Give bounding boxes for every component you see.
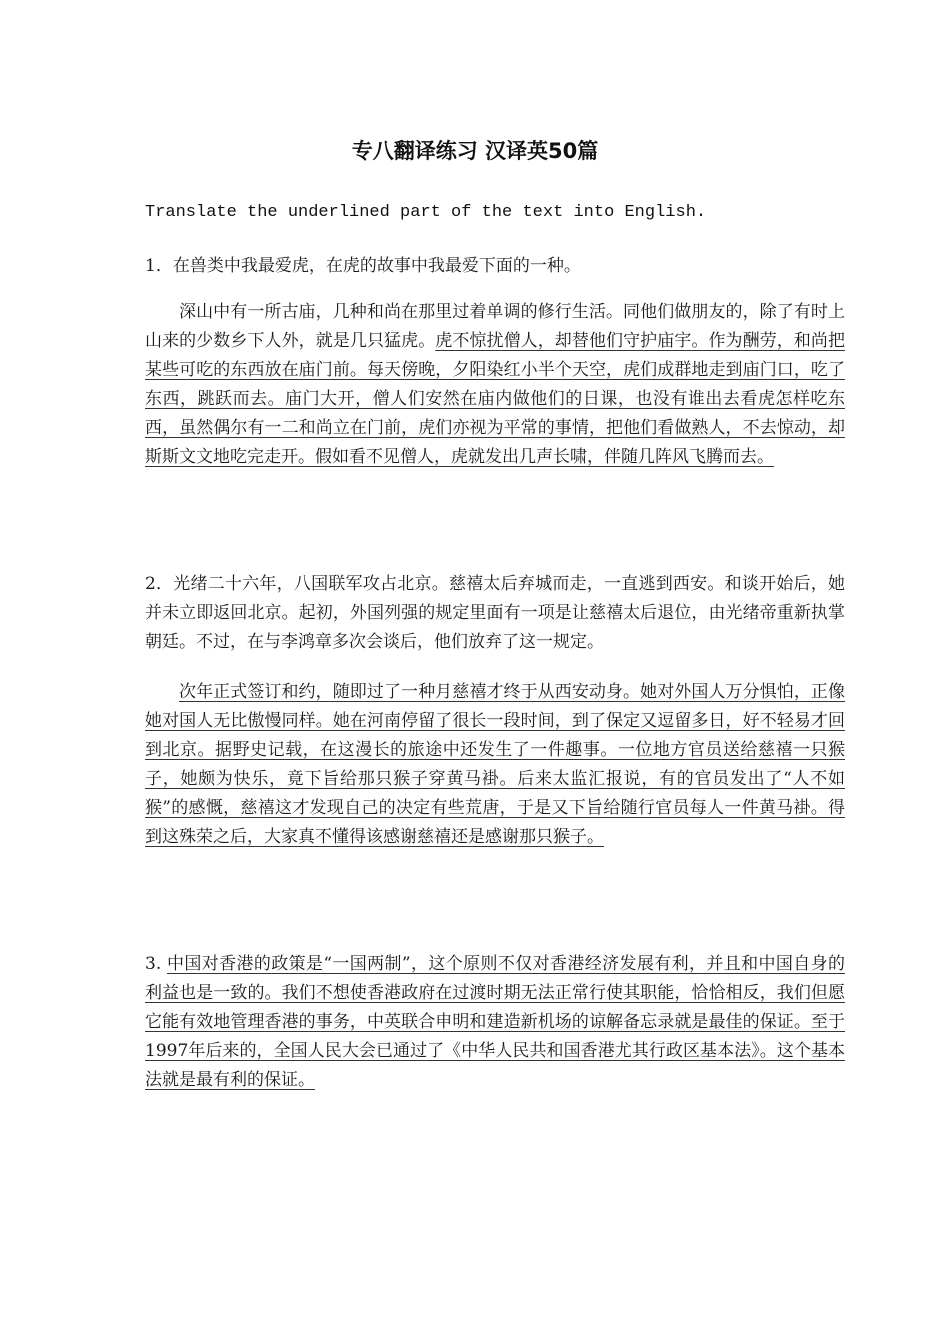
document-title: 专八翻译练习 汉译英50篇: [351, 139, 599, 163]
question-1-passage: [145, 298, 845, 472]
instruction-text: Translate the underlined part of the text into English.: [145, 203, 707, 222]
question-1-paragraph: [145, 298, 845, 472]
question-2-underlined-text: 次年正式签订和约，随即过了一种月慈禧才终于从西安动身。她对外国人万分惧怕，正像她对国人无比傲慢同样。她在河南停留了很长一段时间，到了保定又逗留多日，好不轻易才回到北京。据野史记载，在这漫长的旅途中还发生了一件趣事。一位地方官员送给慈禧一只猴子，她颇为快乐，竟下旨给那只猴子穿黄马褂。后来太监汇报说，有的官员发出了“人不如猴”的感慨，慈禧这才发现自己的决定有些荒唐，于是又下旨给随行官员每人一件黄马褂。得到这殊荣之后，大家真不懂得该感谢慈禧还是感谢那只猴子。: [145, 682, 845, 847]
question-2-passage: [145, 678, 845, 852]
question-3-paragraph: [145, 950, 845, 1095]
question-1-underlined-text: 虎不惊扰僧人，却替他们守护庙宇。作为酬劳，和尚把某些可吃的东西放在庙门前。每天傍晚，夕阳染红小半个天空，虎们成群地走到庙门口，吃了东西，跳跃而去。庙门大开，僧人们安然在庙内做他们的日课，也没有谁出去看虎怎样吃东西，虽然偶尔有一二和尚立在门前，虎们亦视为平常的事情，把他们看做熟人，不去惊动，却斯斯文文地吃完走开。假如看不见僧人，虎就发出几声长啸，伴随几阵风飞腾而去。: [145, 331, 846, 467]
question-3-number: 3.: [145, 954, 167, 974]
question-2-paragraph: [145, 678, 845, 852]
question-3-passage: [145, 950, 845, 1095]
question-1-intro-text: 1．在兽类中我最爱虎，在虎的故事中我最爱下面的一种。: [145, 256, 581, 276]
question-2-intro: [145, 570, 845, 657]
question-1-intro: [145, 252, 845, 281]
question-2-intro-text: 2．光绪二十六年，八国联军攻占北京。慈禧太后弃城而走，一直逃到西安。和谈开始后，她并未立即返回北京。起初，外国列强的规定里面有一项是让慈禧太后退位，由光绪帝重新执掌朝廷。不过，在与李鸿章多次会谈后，他们放弃了这一规定。: [145, 574, 845, 652]
question-3-underlined-text: 中国对香港的政策是“一国两制”，这个原则不仅对香港经济发展有利，并且和中国自身的利益也是一致的。我们不想使香港政府在过渡时期无法正常行使其职能，恰恰相反，我们但愿它能有效地管理香港的事务，中英联合申明和建造新机场的谅解备忘录就是最佳的保证。至于1997年后来的，全国人民大会已通过了《中华人民共和国香港尤其行政区基本法》。这个基本法就是最有利的保证。: [145, 954, 845, 1090]
question-1-plain-text: 深山中有一所古庙，几种和尚在那里过着单调的修行生活。同他们做朋友的，除了有时上山来的少数乡下人外，就是几只猛虎。: [145, 302, 845, 351]
